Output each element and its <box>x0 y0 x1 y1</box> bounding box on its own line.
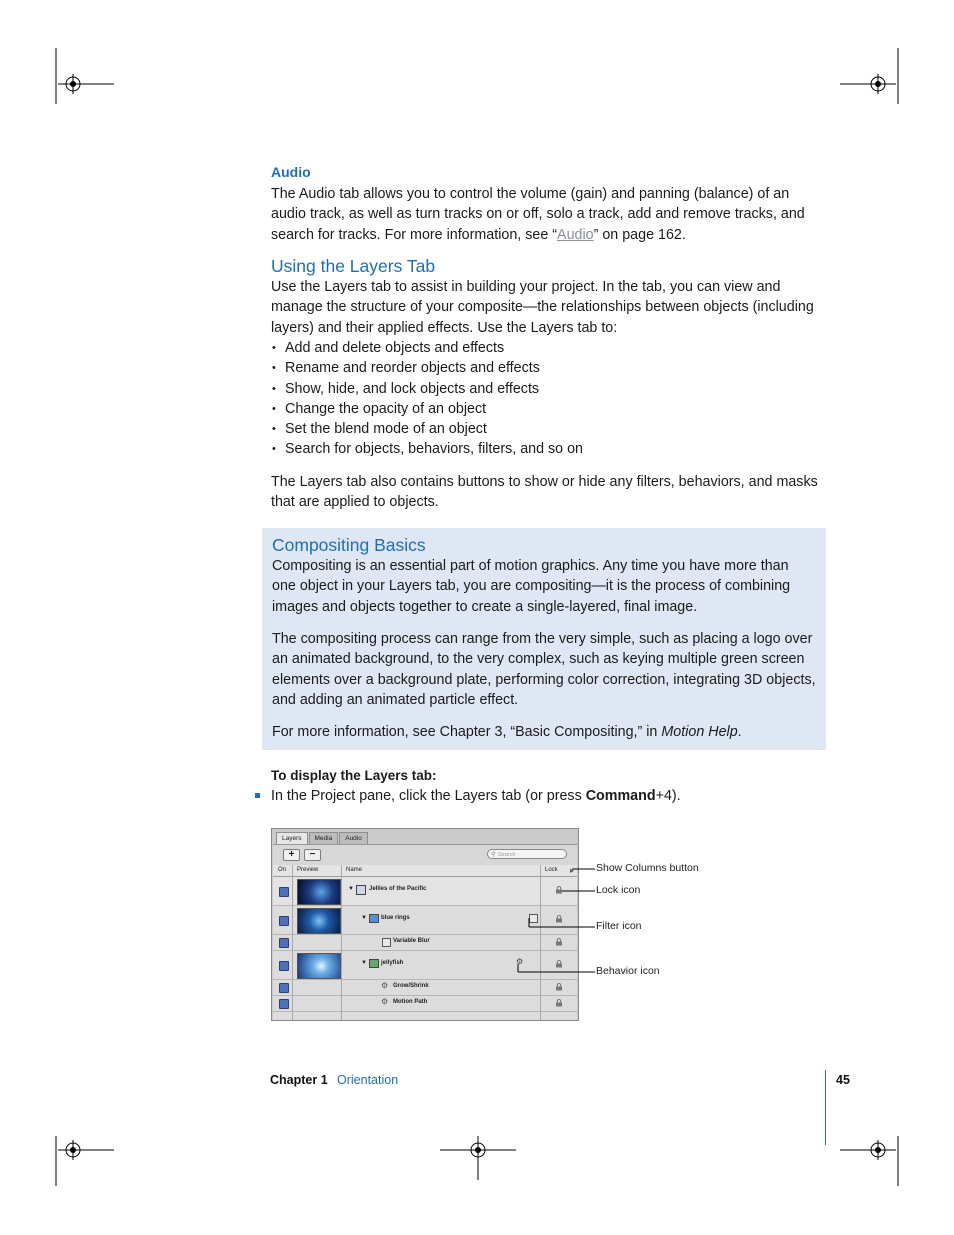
column-divider <box>341 865 342 1021</box>
image-layer-icon <box>369 959 379 968</box>
layer-name[interactable]: jellyfish <box>381 960 404 966</box>
footer-chapter: Chapter 1 <box>270 1073 328 1087</box>
callout-behavior-icon: Behavior icon <box>596 965 660 977</box>
column-preview[interactable]: Preview <box>297 867 319 873</box>
audio-text-after: ” on page 162. <box>593 226 686 243</box>
table-row[interactable] <box>273 996 577 1012</box>
behavior-item-icon: ⚙ <box>381 997 389 1006</box>
table-row <box>273 1012 577 1021</box>
list-item: • Search for objects, behaviors, filters, and so on <box>271 439 816 459</box>
list-item: • Set the blend mode of an object <box>271 419 816 439</box>
audio-paragraph <box>271 184 816 245</box>
layer-icon <box>369 914 379 923</box>
search-icon: ⚲ <box>491 852 496 858</box>
compositing-para-2: The compositing process can range from the very simple, such as placing a logo over an animated background, to the very complex, such as keying multiple green screen elements over a background plate, performing color correction, integrating 3D objects, and adding an animated particle effect. <box>272 631 816 708</box>
crop-mark-top-left <box>44 48 114 118</box>
footer-section[interactable]: Orientation <box>337 1073 399 1087</box>
page-number: 45 <box>836 1073 850 1087</box>
layer-name[interactable]: blue rings <box>381 915 410 921</box>
show-columns-button[interactable]: ▸ <box>570 866 575 875</box>
procedure-step <box>271 786 821 806</box>
callout-show-columns: Show Columns button <box>596 862 699 874</box>
enable-checkbox[interactable] <box>279 938 289 948</box>
step-suffix: ). <box>671 788 681 804</box>
list-item: • Rename and reorder objects and effects <box>271 358 816 378</box>
behavior-name[interactable]: Motion Path <box>393 999 428 1005</box>
para3-prefix: For more information, see Chapter 3, “Basic Compositing,” in <box>272 724 662 740</box>
enable-checkbox[interactable] <box>279 887 289 897</box>
callout-lines <box>500 860 600 980</box>
para3-suffix: . <box>737 724 742 740</box>
remove-object-button[interactable]: − <box>304 849 321 861</box>
para3-italic: Motion Help <box>661 724 738 740</box>
enable-checkbox[interactable] <box>279 999 289 1009</box>
compositing-para-3 <box>272 722 817 742</box>
compositing-heading: Compositing Basics <box>272 535 426 555</box>
step-key: Command <box>585 788 656 804</box>
disclosure-triangle-icon[interactable]: ▼ <box>361 915 367 921</box>
procedure-heading: To display the Layers tab: <box>271 768 437 783</box>
column-on[interactable]: On <box>278 867 287 873</box>
tab-bar <box>276 832 369 844</box>
list-item: • Add and delete objects and effects <box>271 338 816 358</box>
layers-bullet-list <box>271 338 816 460</box>
step-key-2: +4 <box>655 788 672 804</box>
crop-mark-top-right <box>840 48 910 118</box>
add-object-button[interactable]: + <box>283 849 300 861</box>
layers-closing: The Layers tab also contains buttons to show or hide any filters, behaviors, and masks that are applied to objects. <box>271 474 818 511</box>
layers-heading: Using the Layers Tab <box>271 256 436 276</box>
filter-name[interactable]: Variable Blur <box>393 938 430 944</box>
callout-filter-icon: Filter icon <box>596 920 642 932</box>
behavior-item-icon: ⚙ <box>381 981 389 990</box>
search-input[interactable] <box>487 849 567 859</box>
enable-checkbox[interactable] <box>279 916 289 926</box>
compositing-para-1: Compositing is an essential part of motion graphics. Any time you have more than one object in your Layers tab, you are compositing—it is the process of combining images and objects together to create a single-layered, final image. <box>272 558 791 615</box>
lock-icon[interactable] <box>555 983 563 991</box>
preview-thumbnail <box>297 879 341 905</box>
step-prefix: In the Project pane, click the Layers tab (or press <box>271 788 586 804</box>
disclosure-triangle-icon[interactable]: ▼ <box>348 886 354 892</box>
layers-intro: Use the Layers tab to assist in building your project. In the tab, you can view and manage the structure of your composite—the relationships between objects (including layers) and their applied effects. Use the Layers tab to: <box>271 279 814 336</box>
audio-heading: Audio <box>271 164 311 180</box>
search-placeholder: Search <box>498 852 516 858</box>
crop-mark-bottom-left <box>44 1130 114 1190</box>
callout-lock-icon: Lock icon <box>596 884 641 896</box>
column-lock[interactable]: Lock <box>545 867 558 873</box>
disclosure-triangle-icon[interactable]: ▼ <box>361 960 367 966</box>
table-row[interactable] <box>273 980 577 996</box>
lock-icon[interactable] <box>555 999 563 1007</box>
tab-layers[interactable]: Layers <box>276 832 308 845</box>
filter-item-icon <box>382 938 391 947</box>
audio-text-before: The Audio tab allows you to control the volume (gain) and panning (balance) of an audio track, as well as turn tracks on or off, solo a track, add and remove tracks, and search for tracks. For more information, see “ <box>271 186 805 243</box>
preview-thumbnail <box>297 953 341 979</box>
crop-mark-bottom-center <box>440 1130 520 1190</box>
column-divider <box>292 865 293 1021</box>
footer-rule <box>825 1070 826 1145</box>
column-name[interactable]: Name <box>346 867 363 873</box>
step-bullet-icon <box>255 793 260 798</box>
enable-checkbox[interactable] <box>279 983 289 993</box>
preview-thumbnail <box>297 908 341 934</box>
crop-mark-bottom-right <box>840 1130 910 1190</box>
behavior-name[interactable]: Grow/Shrink <box>393 983 429 989</box>
list-item: • Show, hide, and lock objects and effects <box>271 379 816 399</box>
enable-checkbox[interactable] <box>279 961 289 971</box>
tab-audio[interactable]: Audio <box>339 832 368 845</box>
layer-name[interactable]: Jellies of the Pacific <box>369 886 427 892</box>
behavior-icon[interactable]: ⚙ <box>516 957 524 966</box>
audio-link[interactable]: Audio <box>557 226 594 243</box>
tab-media[interactable]: Media <box>309 832 339 845</box>
group-icon <box>356 885 366 895</box>
list-item: • Change the opacity of an object <box>271 399 816 419</box>
